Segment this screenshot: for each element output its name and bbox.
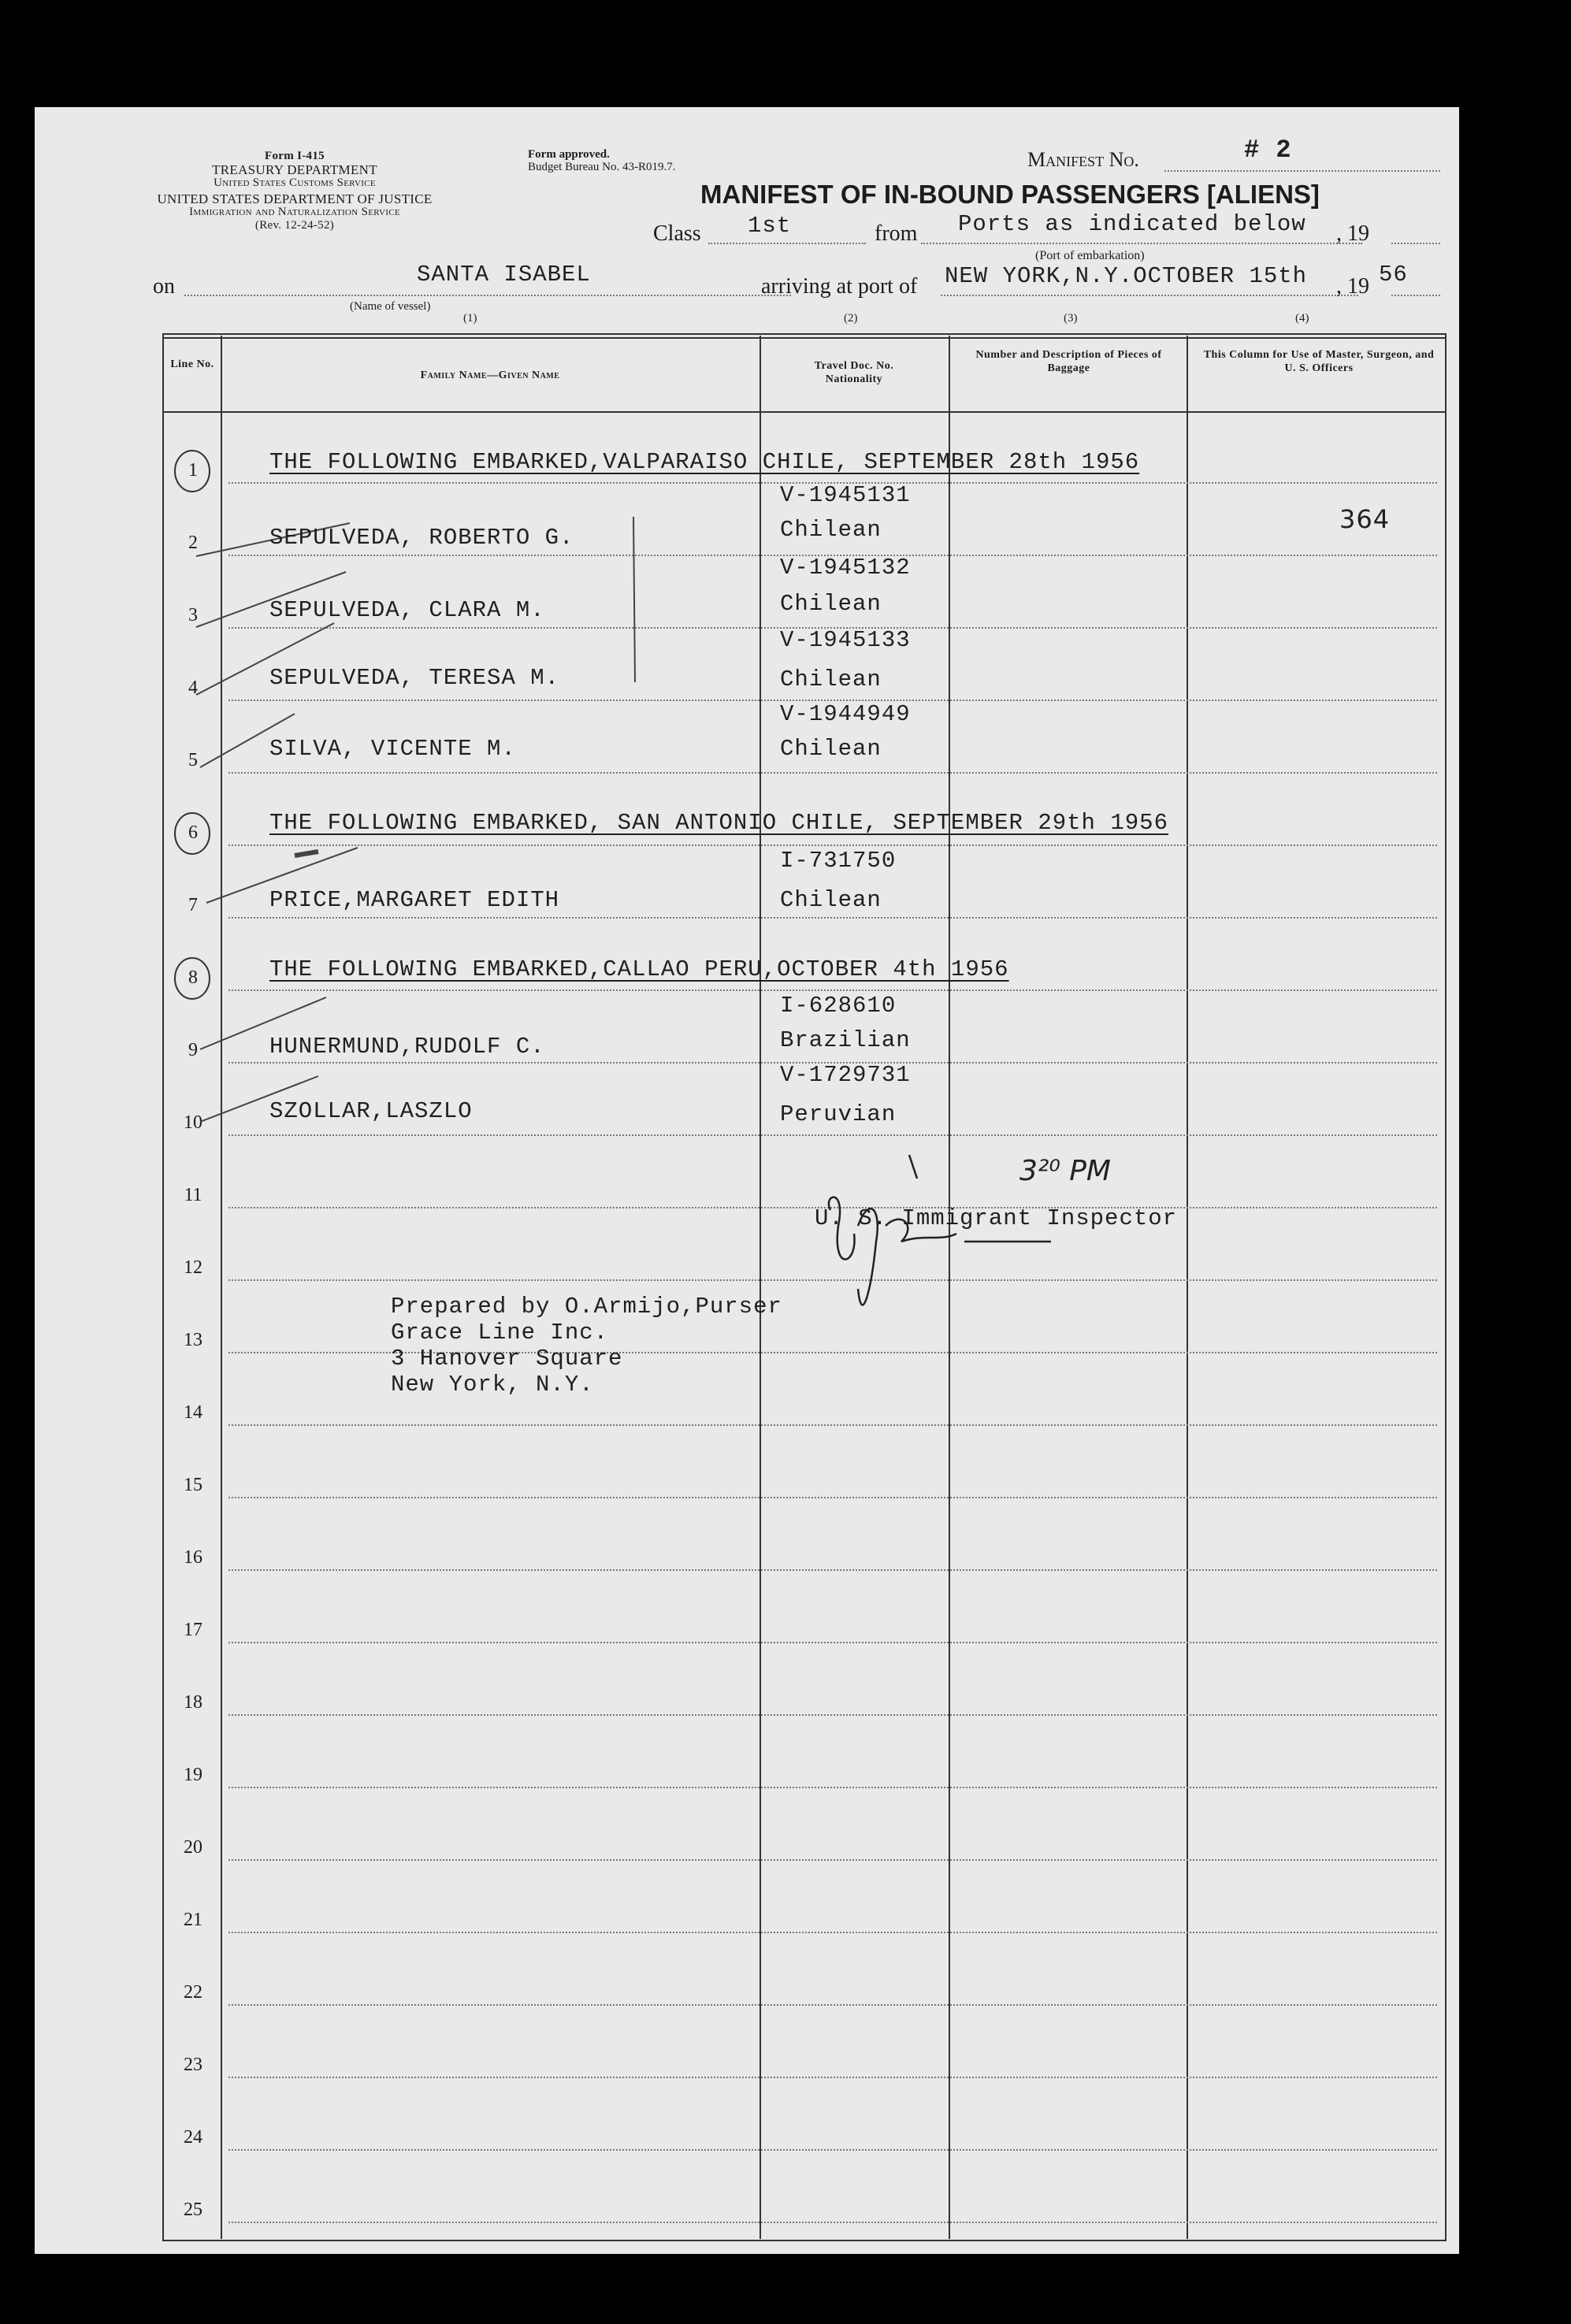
line-number: 23 (184, 2055, 202, 2075)
inspector-title: U. S. Immigrant Inspector (815, 1205, 1178, 1231)
nationality: Chilean (780, 736, 882, 762)
class-value: 1st (748, 213, 792, 239)
line-number: 12 (184, 1257, 202, 1278)
passenger-name: HUNERMUND,RUDOLF C. (269, 1034, 545, 1060)
prepared-by-block (391, 1294, 782, 1398)
embarkation-note-valparaiso: THE FOLLOWING EMBARKED,VALPARAISO CHILE, SEPTEMBER 28th 1956 (269, 449, 1140, 475)
line-number: 5 (188, 750, 198, 770)
line-number: 25 (184, 2200, 202, 2220)
line-number: 13 (184, 1330, 202, 1350)
budget-bureau: Budget Bureau No. 43-R019.7. (528, 161, 676, 173)
company-city: New York, N.Y. (391, 1372, 594, 1398)
treasury-department: TREASURY DEPARTMENT (212, 162, 377, 177)
manifest-label: Manifest No. (1027, 148, 1139, 171)
page-title: MANIFEST OF IN-BOUND PASSENGERS [ALIENS] (700, 180, 1320, 209)
nationality: Chilean (780, 517, 882, 543)
travel-doc: V-1944949 (780, 701, 911, 727)
line-number: 18 (184, 1692, 202, 1713)
line-number: 4 (188, 678, 198, 698)
ins-service: Immigration and Naturalization Service (189, 206, 400, 218)
line-number: 15 (184, 1475, 202, 1495)
line-number: 24 (184, 2127, 202, 2148)
line-number: 21 (184, 1910, 202, 1930)
passenger-name: SEPULVEDA, TERESA M. (269, 665, 560, 691)
customs-service: United States Customs Service (214, 176, 376, 189)
prepared-by: Prepared by O.Armijo,Purser (391, 1294, 782, 1320)
nationality: Chilean (780, 887, 882, 913)
line-number: 6 (188, 822, 198, 843)
year-prefix-1: , 19 (1336, 221, 1369, 246)
travel-doc: V-1945133 (780, 627, 911, 653)
col-header-name: Family Name—Given Name (420, 369, 560, 381)
travel-doc: I-731750 (780, 848, 897, 874)
nationality: Brazilian (780, 1027, 911, 1053)
passenger-name: SEPULVEDA, ROBERTO G. (269, 525, 574, 551)
from-value: Ports as indicated below (958, 211, 1306, 237)
passenger-name: SEPULVEDA, CLARA M. (269, 597, 545, 623)
column-number-4: (4) (1295, 312, 1309, 325)
line-number: 8 (188, 967, 198, 988)
nationality: Peruvian (780, 1101, 897, 1127)
line-number: 9 (188, 1040, 198, 1060)
passenger-name: SZOLLAR,LASZLO (269, 1098, 473, 1124)
travel-doc: V-1945132 (780, 555, 911, 581)
arriving-label: arriving at port of (761, 274, 918, 299)
col-header-travel-doc: Travel Doc. No. Nationality (814, 360, 894, 385)
line-number: 17 (184, 1620, 202, 1640)
line-number: 7 (188, 895, 198, 915)
line-circle-marks (175, 451, 210, 999)
manifest-page (35, 107, 1459, 2254)
arrival-year: 56 (1379, 262, 1408, 288)
revision-date: (Rev. 12-24-52) (254, 219, 335, 232)
line-number: 22 (184, 1982, 202, 2003)
passenger-name: SILVA, VICENTE M. (269, 736, 516, 762)
column-number-1: (1) (463, 312, 477, 325)
company-name: Grace Line Inc. (391, 1320, 609, 1346)
justice-department: UNITED STATES DEPARTMENT OF JUSTICE (157, 191, 433, 206)
form-number: Form I-415 (265, 150, 325, 162)
port-embarkation-caption: (Port of embarkation) (1035, 249, 1145, 262)
col-header-officers: This Column for Use of Master, Surgeon, and U. S. Officers (1203, 349, 1435, 374)
company-street: 3 Hanover Square (391, 1346, 623, 1372)
line-number: 2 (188, 533, 198, 553)
form-approved: Form approved. (528, 148, 610, 161)
passenger-name: PRICE,MARGARET EDITH (269, 887, 560, 913)
year-prefix-2: , 19 (1336, 274, 1369, 299)
class-label: Class (653, 221, 701, 246)
line-number: 11 (184, 1185, 202, 1205)
line-number: 16 (184, 1547, 202, 1568)
col-header-line-no: Line No. (170, 358, 214, 370)
vessel-name: SANTA ISABEL (417, 262, 591, 288)
vessel-caption: (Name of vessel) (350, 300, 431, 313)
line-number: 14 (184, 1402, 202, 1423)
line-number: 19 (184, 1765, 202, 1785)
line-number: 3 (188, 605, 198, 626)
arrival-port-date: NEW YORK,N.Y.OCTOBER 15th (945, 263, 1308, 289)
line-number: 1 (188, 460, 198, 481)
col-header-baggage: Number and Description of Pieces of Baggage (975, 349, 1162, 374)
embarkation-note-callao: THE FOLLOWING EMBARKED,CALLAO PERU,OCTOBER 4th 1956 (269, 956, 1009, 982)
handwritten-marks (35, 107, 1459, 2254)
nationality: Chilean (780, 666, 882, 692)
embarkation-note-san-antonio: THE FOLLOWING EMBARKED, SAN ANTONIO CHILE, SEPTEMBER 29th 1956 (269, 810, 1168, 836)
travel-doc: V-1729731 (780, 1062, 911, 1088)
officer-note: 364 (1339, 504, 1391, 534)
manifest-number: # 2 (1244, 136, 1292, 165)
nationality: Chilean (780, 591, 882, 617)
inspection-time: 3²⁰ PM (1019, 1155, 1111, 1187)
travel-doc: I-628610 (780, 993, 897, 1019)
column-number-3: (3) (1064, 312, 1078, 325)
from-label: from (875, 221, 918, 246)
line-number: 20 (184, 1837, 202, 1858)
column-number-2: (2) (844, 312, 858, 325)
travel-doc: V-1945131 (780, 482, 911, 508)
line-number: 10 (184, 1112, 202, 1133)
on-label: on (153, 274, 175, 299)
